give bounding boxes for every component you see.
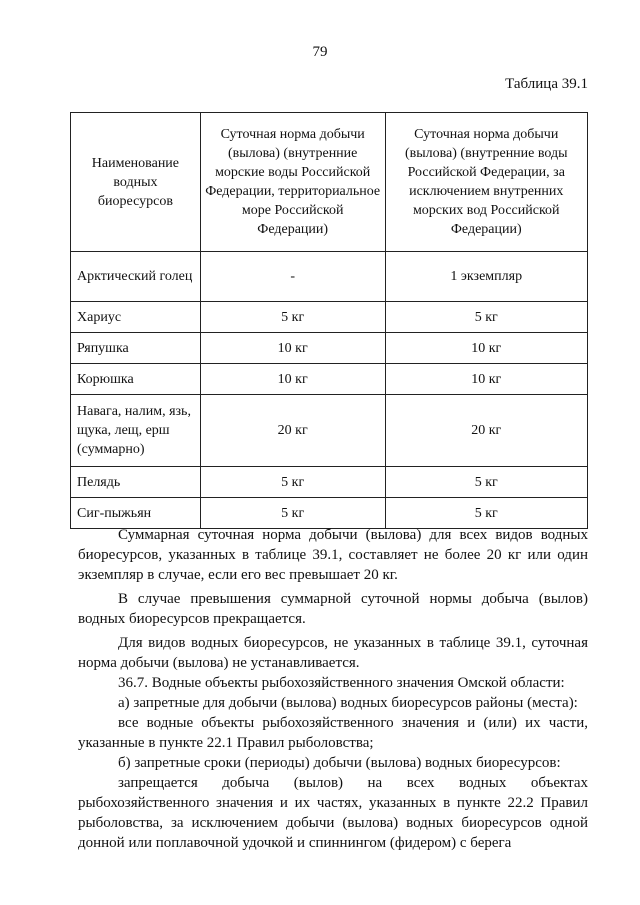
sea-norm-value: 20 кг [200,395,385,467]
table-row [71,364,588,395]
header-inland-norm: Суточная норма добычи (вылова) (внутренние воды Российской Федерации, за исключением внутренних морских вод Российской Федерации) [385,113,588,252]
header-sea-norm: Суточная норма добычи (вылова) (внутренние морские воды Российской Федерации, территориальное море Российской Федерации) [200,113,385,252]
inland-norm-value: 5 кг [385,467,588,498]
species-name: Сиг-пыжьян [71,498,201,529]
table-row [71,302,588,333]
page-number: 79 [312,44,328,60]
species-name: Корюшка [71,364,201,395]
table-caption: Таблица 39.1 [505,76,588,92]
sea-norm-value: 10 кг [200,364,385,395]
header-species: Наименование водных биоресурсов [71,113,201,252]
table-row [71,395,588,467]
sea-norm-value: 5 кг [200,302,385,333]
paragraph-section-heading: 36.7. Водные объекты рыбохозяйственного значения Омской области: [118,675,565,691]
species-name: Пелядь [71,467,201,498]
inland-norm-value: 5 кг [385,302,588,333]
table-header-row [71,113,588,252]
species-name: Навага, налим, язь, щука, лещ, ерш (суммарно) [71,395,201,467]
sea-norm-value: 5 кг [200,498,385,529]
sea-norm-value: 5 кг [200,467,385,498]
inland-norm-value: 10 кг [385,364,588,395]
sea-norm-value: 10 кг [200,333,385,364]
species-name: Арктический голец [71,252,201,302]
paragraph-item-a: а) запретные для добычи (вылова) водных биоресурсов районы (места): [118,695,578,711]
table-row [71,498,588,529]
paragraph-item-b: б) запретные сроки (периоды) добычи (вылова) водных биоресурсов: [118,755,561,771]
species-name: Ряпушка [71,333,201,364]
inland-norm-value: 1 экземпляр [385,252,588,302]
paragraph-excess: В случае превышения суммарной суточной нормы добыча (вылов) водных биоресурсов прекращается. [78,591,588,627]
sea-norm-value: - [200,252,385,302]
paragraph-item-a-text: все водные объекты рыбохозяйственного значения и (или) их части, указанные в пункте 22.1 Правил рыболовства; [78,715,588,751]
body-text [78,525,588,853]
paragraph-total-norm: Суммарная суточная норма добычи (вылова) для всех видов водных биоресурсов, указанных в таблице 39.1, составляет не более 20 кг или один экземпляр в случае, если его вес превышает 20 кг. [78,527,588,583]
inland-norm-value: 20 кг [385,395,588,467]
table-row [71,333,588,364]
species-name: Хариус [71,302,201,333]
paragraph-unlisted: Для видов водных биоресурсов, не указанных в таблице 39.1, суточная норма добычи (вылова) не устанавливается. [78,635,588,671]
table-row [71,467,588,498]
catch-norms-table [70,112,588,529]
paragraph-item-b-text: запрещается добыча (вылов) на всех водных объектах рыбохозяйственного значения и их частях, указанных в пункте 22.2 Правил рыболовства, за исключением добычи (вылова) водных биоресурсов одной донной или поплавочной удочкой и спиннингом (фидером) с берега [78,775,588,851]
inland-norm-value: 10 кг [385,333,588,364]
inland-norm-value: 5 кг [385,498,588,529]
table-row [71,252,588,302]
